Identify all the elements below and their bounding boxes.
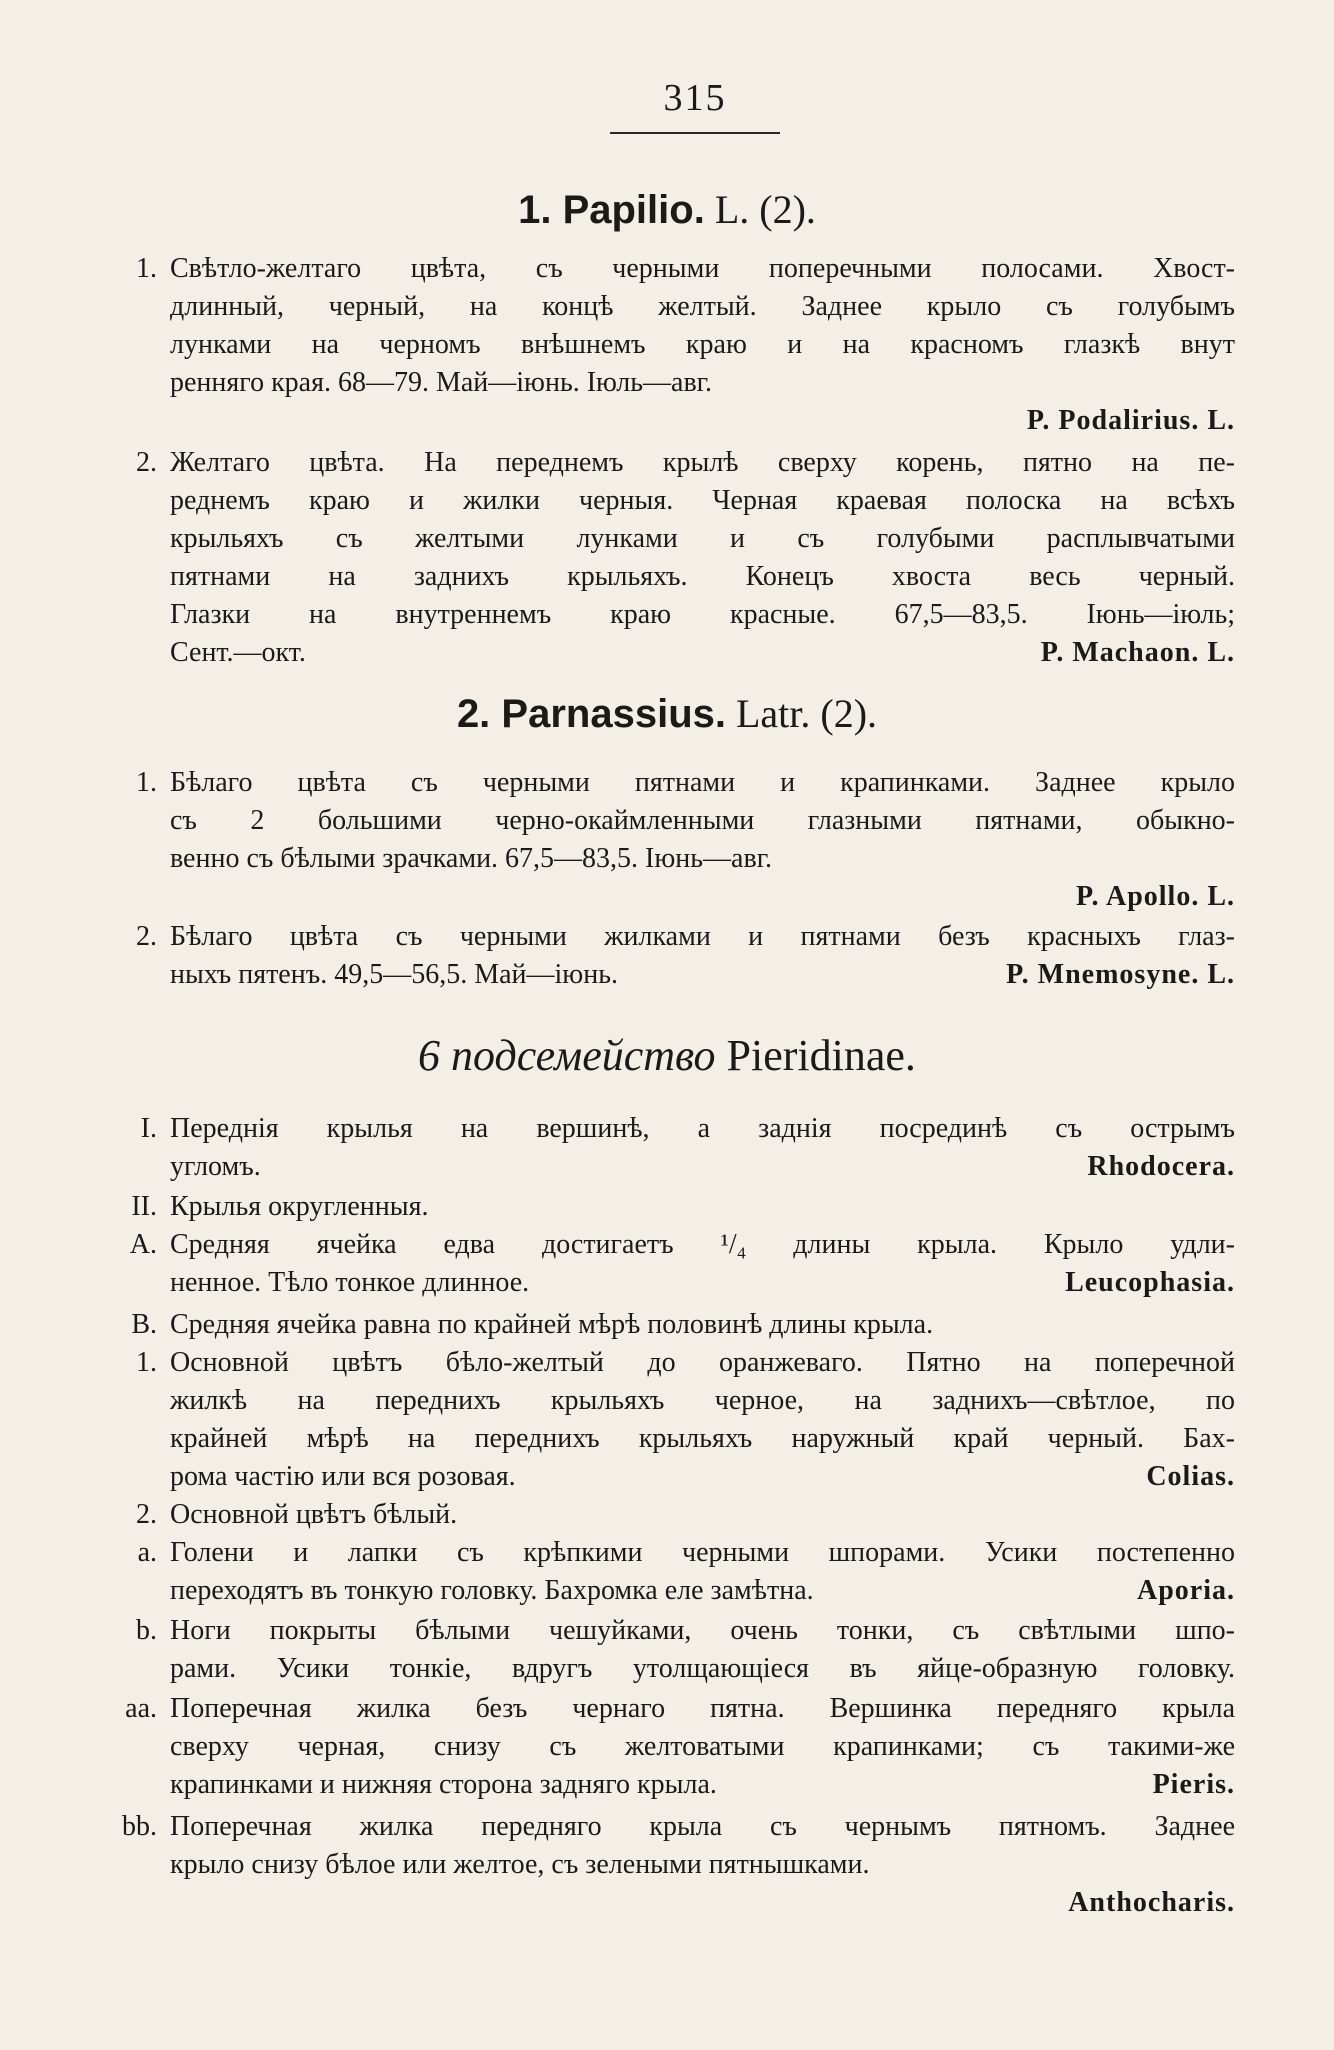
key-entry-aa bbox=[125, 1690, 1235, 1804]
entry-line: крапинками и нижняя сторона задняго крыла. bbox=[170, 1769, 717, 1800]
entry-line: Глазки на внутреннемъ краю красные. 67,5—83,5. Іюнь—іюль; bbox=[170, 599, 1235, 630]
key-entry-II bbox=[131, 1188, 1235, 1226]
page-number: 315 bbox=[663, 77, 727, 119]
entry-number: a. bbox=[137, 1537, 157, 1568]
papilio-entry-1 bbox=[136, 250, 1235, 440]
subfamily-heading bbox=[0, 1030, 1334, 1082]
key-entry-I bbox=[140, 1110, 1235, 1186]
species-name: P. Apollo. L. bbox=[1075, 881, 1235, 912]
genus-author: L. (2). bbox=[714, 187, 816, 232]
entry-line: венно съ бѣлыми зрачками. 67,5—83,5. Іюнь—авг. bbox=[170, 843, 773, 874]
entry-line: Бѣлаго цвѣта съ черными жилками и пятнами безъ красныхъ глаз- bbox=[170, 921, 1235, 952]
entry-line: ренняго края. 68—79. Май—іюнь. Іюль—авг. bbox=[170, 367, 712, 398]
entry-number: II. bbox=[131, 1191, 157, 1222]
entry-line: длинный, черный, на концѣ желтый. Заднее крыло съ голубымъ bbox=[170, 291, 1235, 322]
genus-name: 2. Parnassius. bbox=[456, 692, 726, 736]
genus-heading-papilio bbox=[0, 186, 1334, 234]
entry-line: съ 2 большими черно-окаймленными глазными пятнами, обыкно- bbox=[170, 805, 1235, 836]
entry-number: b. bbox=[136, 1615, 157, 1646]
entry-line: Свѣтло-желтаго цвѣта, съ черными поперечными полосами. Хвост- bbox=[170, 253, 1235, 284]
entry-line: ныхъ пятенъ. 49,5—56,5. Май—іюнь. bbox=[170, 959, 618, 990]
entry-number: aa. bbox=[125, 1693, 157, 1724]
entry-line: реднемъ краю и жилки черныя. Черная краевая полоска на всѣхъ bbox=[170, 485, 1235, 516]
key-entry-b bbox=[136, 1612, 1235, 1688]
genus-author: Latr. (2). bbox=[735, 691, 878, 736]
species-name: P. Mnemosyne. L. bbox=[1006, 959, 1235, 990]
entry-number: bb. bbox=[122, 1811, 157, 1842]
entry-line: переходятъ въ тонкую головку. Бахромка еле замѣтна. bbox=[170, 1575, 814, 1606]
entry-number: B. bbox=[131, 1309, 157, 1340]
taxon-name: Rhodocera. bbox=[1087, 1151, 1235, 1182]
key-entry-bb bbox=[122, 1808, 1235, 1922]
entry-line: Бѣлаго цвѣта съ черными пятнами и крапинками. Заднее крыло bbox=[170, 767, 1235, 798]
entry-number: 1. bbox=[136, 1347, 157, 1378]
entry-number: 1. bbox=[136, 253, 157, 284]
entry-line: крыльяхъ съ желтыми лунками и съ голубыми расплывчатыми bbox=[170, 523, 1235, 554]
entry-line: Средняя ячейка едва достигаетъ ¹/₄ длины крыла. Крыло удли- bbox=[170, 1229, 1235, 1260]
papilio-entry-2 bbox=[136, 444, 1235, 672]
entry-line: Переднія крылья на вершинѣ, а заднія посрединѣ съ острымъ bbox=[170, 1113, 1235, 1144]
species-name: P. Podalirius. L. bbox=[1026, 405, 1235, 436]
species-name: P. Machaon. L. bbox=[1040, 637, 1235, 668]
page-number-rule bbox=[610, 132, 780, 134]
entry-number: 2. bbox=[136, 921, 157, 952]
entry-line: лунками на черномъ внѣшнемъ краю и на красномъ глазкѣ внут bbox=[170, 329, 1235, 360]
key-entry-2 bbox=[136, 1496, 1235, 1534]
entry-line: сверху черная, снизу съ желтоватыми крапинками; съ такими-же bbox=[170, 1731, 1235, 1762]
genus-heading-parnassius bbox=[0, 690, 1334, 738]
entry-line: Желтаго цвѣта. На переднемъ крылѣ сверху корень, пятно на пе- bbox=[170, 447, 1235, 478]
entry-line: Основной цвѣтъ бѣло-желтый до оранжеваго. Пятно на поперечной bbox=[170, 1347, 1235, 1378]
entry-line: Крылья округленныя. bbox=[170, 1191, 429, 1222]
taxon-name: Leucophasia. bbox=[1065, 1267, 1235, 1298]
entry-number: 2. bbox=[136, 1499, 157, 1530]
taxon-name: Colias. bbox=[1146, 1461, 1235, 1492]
taxon-name: Aporia. bbox=[1137, 1575, 1235, 1606]
entry-line: крайней мѣрѣ на переднихъ крыльяхъ наружный край черный. Бах- bbox=[170, 1423, 1235, 1454]
entry-line: Поперечная жилка безъ чернаго пятна. Вершинка передняго крыла bbox=[170, 1693, 1235, 1724]
entry-line: Сент.—окт. bbox=[170, 637, 306, 668]
entry-line: Поперечная жилка передняго крыла съ чернымъ пятномъ. Заднее bbox=[170, 1811, 1235, 1842]
subfamily-name: Pieridinae. bbox=[726, 1031, 916, 1080]
entry-line: угломъ. bbox=[170, 1151, 261, 1182]
key-entry-1 bbox=[136, 1344, 1235, 1496]
entry-line: Голени и лапки съ крѣпкими черными шпорами. Усики постепенно bbox=[170, 1537, 1235, 1568]
entry-line: Ноги покрыты бѣлыми чешуйками, очень тонки, съ свѣтлыми шпо- bbox=[170, 1615, 1235, 1646]
entry-line: ненное. Тѣло тонкое длинное. bbox=[170, 1267, 530, 1298]
entry-number: A. bbox=[129, 1229, 157, 1260]
key-entry-B bbox=[131, 1306, 1235, 1344]
entry-number: 2. bbox=[136, 447, 157, 478]
genus-name: 1. Papilio. bbox=[518, 188, 705, 232]
entry-line: Основной цвѣтъ бѣлый. bbox=[170, 1499, 458, 1530]
key-entry-A bbox=[129, 1226, 1235, 1302]
key-entry-a bbox=[137, 1534, 1235, 1610]
entry-line: жилкѣ на переднихъ крыльяхъ черное, на заднихъ—свѣтлое, по bbox=[170, 1385, 1235, 1416]
entry-line: крыло снизу бѣлое или желтое, съ зелеными пятнышками. bbox=[170, 1849, 870, 1880]
entry-line: рома частію или вся розовая. bbox=[170, 1461, 516, 1492]
subfamily-label: 6 подсемейство bbox=[418, 1031, 716, 1080]
parnassius-entry-2 bbox=[136, 918, 1235, 994]
entry-line: Средняя ячейка равна по крайней мѣрѣ половинѣ длины крыла. bbox=[170, 1309, 934, 1340]
parnassius-entry-1 bbox=[136, 764, 1235, 916]
taxon-name: Anthocharis. bbox=[1068, 1887, 1235, 1918]
entry-line: рами. Усики тонкіе, вдругъ утолщающіеся въ яйце-образную головку. bbox=[170, 1653, 1235, 1684]
entry-line: пятнами на заднихъ крыльяхъ. Конецъ хвоста весь черный. bbox=[170, 561, 1235, 592]
entry-number: 1. bbox=[136, 767, 157, 798]
entry-number: I. bbox=[140, 1113, 157, 1144]
taxon-name: Pieris. bbox=[1152, 1769, 1235, 1800]
